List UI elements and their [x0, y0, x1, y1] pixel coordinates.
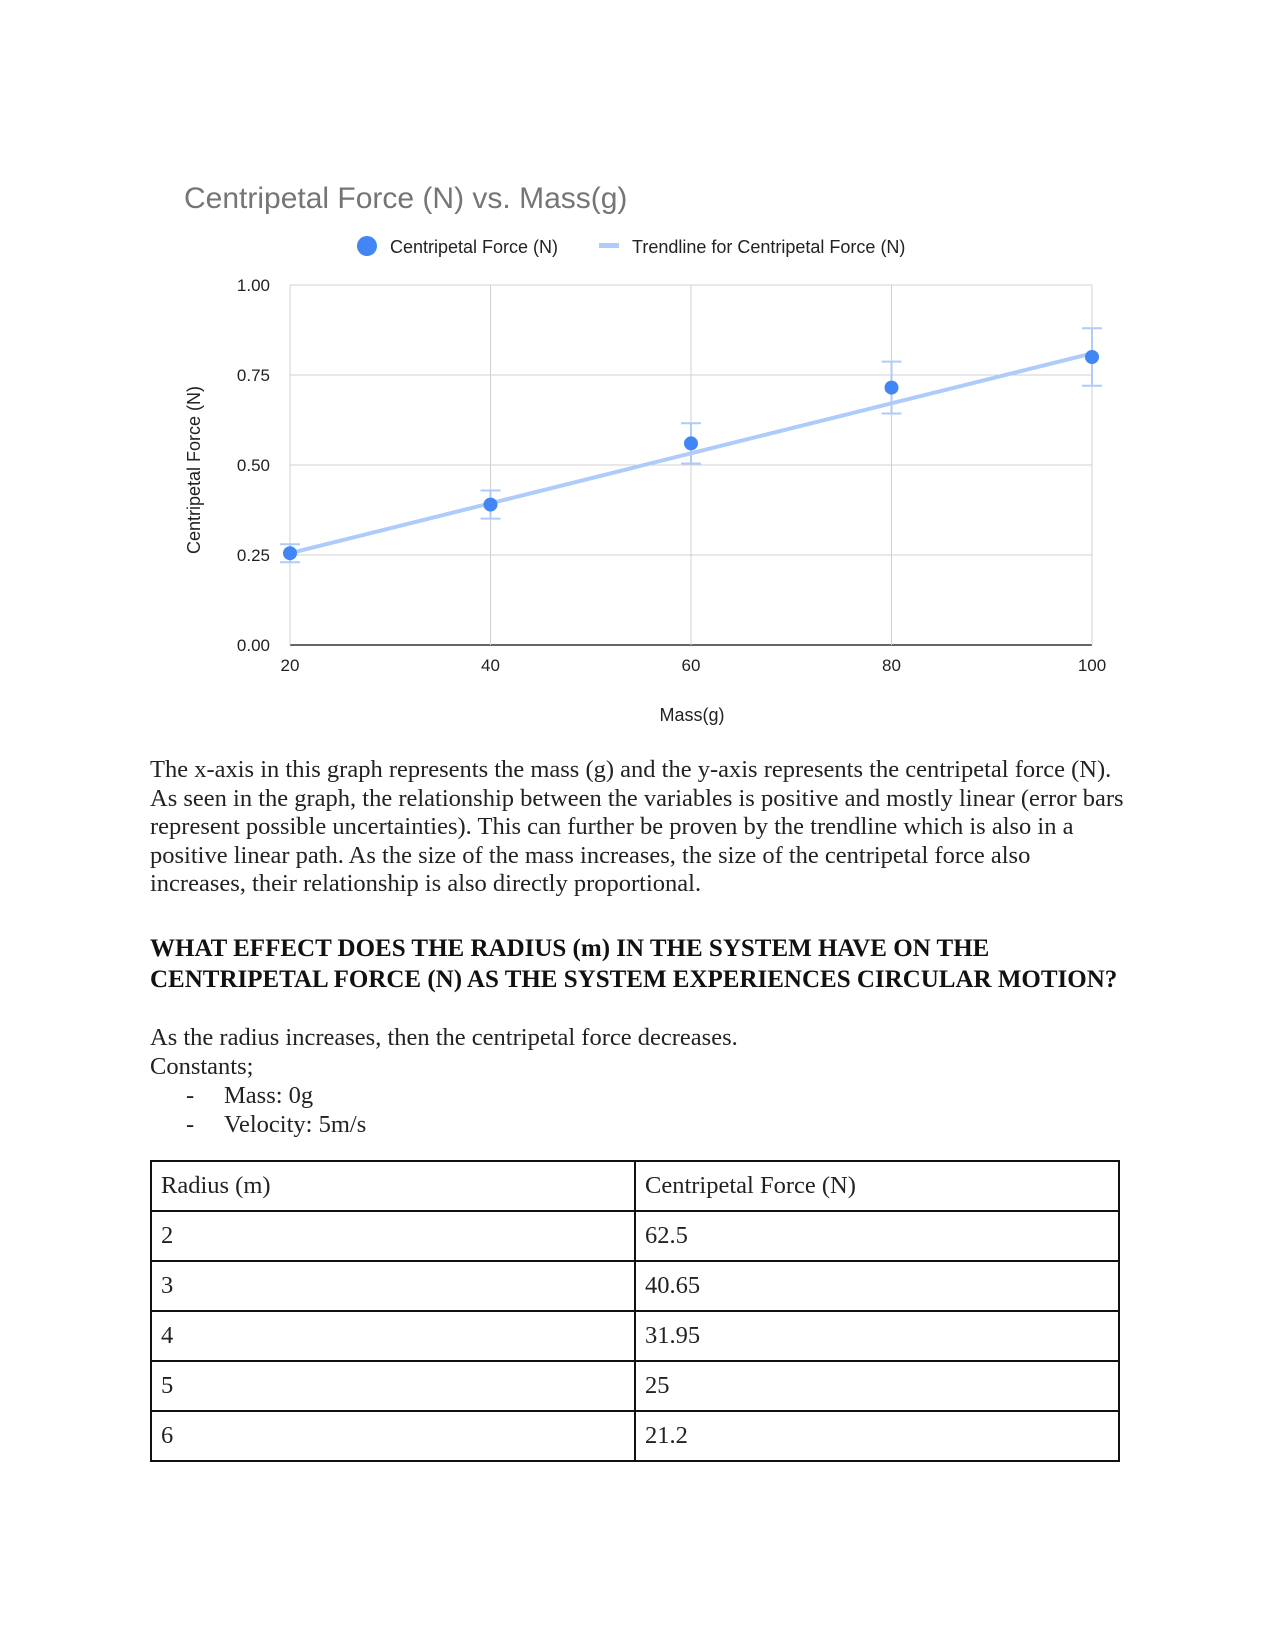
analysis-paragraph: The x-axis in this graph represents the mass (g) and the y-axis represents the centripetal force (N). As seen in the graph, the relationship between the variables is positive and mostly linear (error bars represent possible uncertainties). This can further be proven by the trendline which is also in a positive linear path. As the size of the mass increases, the size of the centripetal force also increases, their relationship is also directly proportional.	[150, 756, 1124, 897]
legend-label-points: Centripetal Force (N)	[390, 237, 559, 257]
legend-marker-points	[357, 236, 377, 256]
table-cell: 40.65	[635, 1261, 1119, 1311]
constants-list	[150, 1082, 366, 1139]
legend-marker-trendline	[599, 243, 619, 248]
x-tick-label: 100	[1077, 656, 1107, 675]
radius-force-table	[150, 1160, 1120, 1462]
constant-text: Mass: 0g	[224, 1082, 314, 1109]
data-point	[684, 436, 698, 450]
y-axis-label: Centripetal Force (N)	[184, 385, 204, 555]
table-cell: 3	[151, 1261, 635, 1311]
data-point	[484, 498, 498, 512]
data-point	[283, 546, 297, 560]
x-tick-label: 60	[681, 656, 701, 675]
y-tick-label: 0.25	[236, 546, 270, 565]
table-cell: 5	[151, 1361, 635, 1411]
constant-item-mass	[150, 1082, 366, 1111]
x-tick-label: 40	[481, 656, 500, 675]
x-tick-labels	[281, 656, 1107, 675]
x-tick-label: 20	[280, 656, 300, 675]
answer-text: As the radius increases, then the centripetal force decreases.	[150, 1024, 738, 1051]
table-cell: 4	[151, 1311, 635, 1361]
table-header-force: Centripetal Force (N)	[635, 1161, 1119, 1211]
list-dash: -	[186, 1082, 195, 1109]
table-cell: 21.2	[635, 1411, 1119, 1461]
chart	[0, 0, 1275, 730]
question-heading: WHAT EFFECT DOES THE RADIUS (m) IN THE SYSTEM HAVE ON THE CENTRIPETAL FORCE (N) AS THE SYSTEM EXPERIENCES CIRCULAR MOTION?	[150, 935, 1118, 993]
table-cell: 25	[635, 1361, 1119, 1411]
table-row	[151, 1311, 1119, 1361]
chart-grid	[290, 285, 1092, 645]
chart-title: Centripetal Force (N) vs. Mass(g)	[184, 182, 628, 215]
data-point	[1085, 350, 1099, 364]
table-row	[151, 1411, 1119, 1461]
table-cell: 62.5	[635, 1211, 1119, 1261]
x-axis-label: Mass(g)	[659, 705, 725, 725]
y-tick-label: 1.00	[236, 276, 270, 295]
table-cell: 31.95	[635, 1311, 1119, 1361]
constant-text: Velocity: 5m/s	[224, 1110, 367, 1138]
table-row	[151, 1361, 1119, 1411]
x-tick-label: 80	[882, 656, 901, 675]
table-cell: 6	[151, 1411, 635, 1461]
constant-item-velocity	[150, 1111, 366, 1140]
table-cell: 2	[151, 1211, 635, 1261]
table-header-row	[151, 1161, 1119, 1211]
chart-legend	[357, 236, 905, 257]
constants-label: Constants;	[150, 1053, 254, 1080]
list-dash: -	[186, 1110, 195, 1138]
y-tick-label: 0.00	[236, 636, 270, 655]
data-point	[885, 381, 899, 395]
legend-label-trendline: Trendline for Centripetal Force (N)	[632, 237, 906, 257]
table-row	[151, 1261, 1119, 1311]
y-tick-label: 0.50	[236, 456, 270, 475]
y-tick-labels	[237, 276, 270, 655]
table-row	[151, 1211, 1119, 1261]
table-header-radius: Radius (m)	[151, 1161, 635, 1211]
y-tick-label: 0.75	[236, 366, 270, 385]
